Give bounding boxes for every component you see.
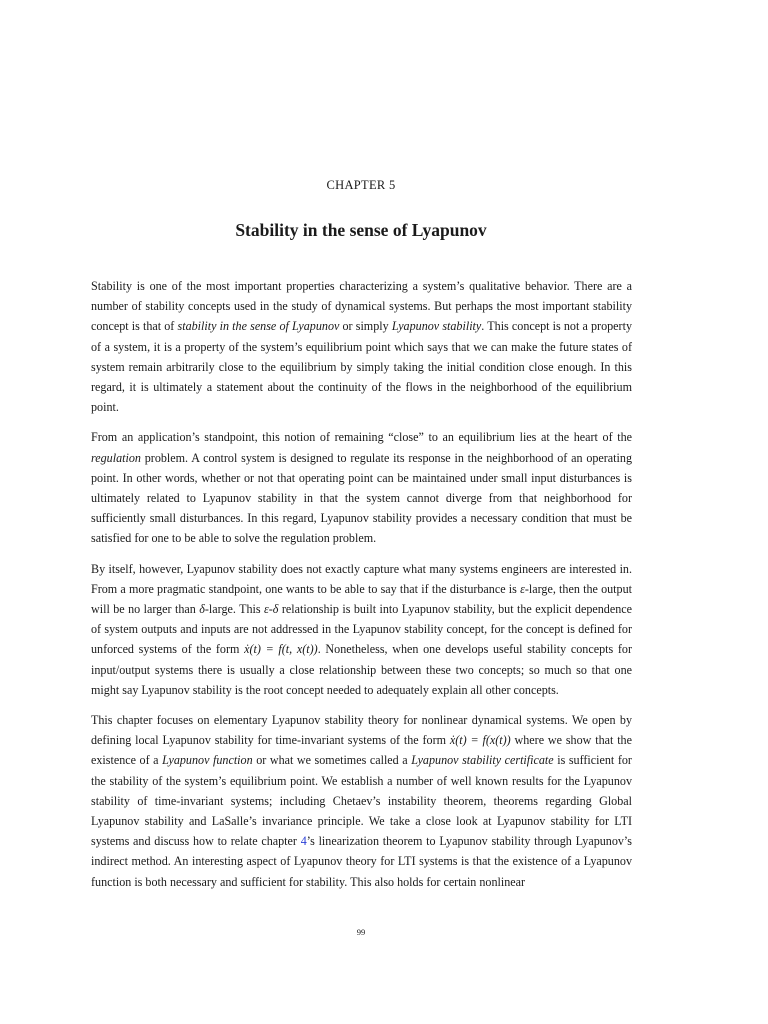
text-run: This chapter focuses on elementary Lyapunov stability theory for nonlinear dynamical systems. We open by defining local Lyapunov stability for time-invariant systems of the form bbox=[91, 713, 632, 748]
math-symbol: ε-δ bbox=[264, 602, 279, 617]
paragraph-1 bbox=[91, 276, 632, 417]
text-run: By itself, however, Lyapunov stability does not exactly capture what many systems engineers are interested in. From a more pragmatic standpoint, one wants to be able to say that if the disturbance is bbox=[91, 561, 632, 596]
text-run: . This concept is not a property of a system, it is a property of the system’s equilibrium point which says that we can make the future states of system remain arbitrarily close to the equilibrium by simply taking the initial condition close enough. In this regard, it is ultimately a statement about the continuity of the flows in the neighborhood of the equilibrium point. bbox=[91, 319, 632, 415]
chapter-body bbox=[91, 276, 632, 902]
text-run: . Nonetheless, when one develops useful stability concepts for input/output systems there is usually a close relationship between these two concepts; so much so that one might say Lyapunov stability is the root concept needed to adequately explain all other concepts. bbox=[91, 642, 632, 697]
inline-equation: ẋ(t) = f(x(t)) bbox=[449, 733, 511, 748]
page-number: 99 bbox=[356, 927, 366, 937]
text-run: or simply bbox=[339, 319, 392, 334]
emphasis-term: Lyapunov stability bbox=[391, 319, 482, 334]
text-run: where we show that the existence of a bbox=[91, 733, 632, 768]
math-symbol: δ bbox=[199, 602, 205, 617]
paragraph-3 bbox=[91, 559, 632, 700]
emphasis-term: stability in the sense of Lyapunov bbox=[177, 319, 340, 334]
text-run: Stability is one of the most important properties characterizing a system’s qualitative behavior. There are a number of stability concepts used in the study of dynamical systems. But perhaps the most important stability concept is that of bbox=[91, 279, 632, 334]
text-run: problem. A control system is designed to regulate its response in the neighborhood of an operating point. In other words, whether or not that operating point can be maintained under small input disturbances is ultimately related to Lyapunov stability in that the system cannot diverge from that neighborhood for sufficiently small disturbances. In this regard, Lyapunov stability provides a necessary condition that must be satisfied for one to be able to solve the regulation problem. bbox=[91, 450, 632, 546]
math-symbol: ε bbox=[520, 581, 525, 596]
text-run: -large. This bbox=[204, 602, 265, 617]
text-run: relationship is built into Lyapunov stability, but the explicit dependence of system outputs and inputs are not addressed in the Lyapunov stability concept, for the concept is defined for unforced systems of the form bbox=[91, 602, 632, 657]
emphasis-term: Lyapunov function bbox=[162, 753, 253, 768]
text-run: is sufficient for the stability of the system’s equilibrium point. We establish a number of well known results for the Lyapunov stability of time-invariant systems; including Chetaev’s instability theorem, theorems regarding Global Lyapunov stability and LaSalle’s invariance principle. We take a close look at Lyapunov stability for LTI systems and discuss how to relate chapter bbox=[91, 753, 632, 849]
text-run: From an application’s standpoint, this notion of remaining “close” to an equilibrium lies at the heart of the bbox=[91, 430, 632, 445]
paragraph-2 bbox=[91, 427, 632, 548]
paragraph-4 bbox=[91, 710, 632, 892]
text-run: ’s linearization theorem to Lyapunov stability through Lyapunov’s indirect method. An interesting aspect of Lyapunov theory for LTI systems is that the existence of a Lyapunov function is both necessary and sufficient for stability. This also holds for certain nonlinear bbox=[91, 834, 632, 889]
chapter-title: Stability in the sense of Lyapunov bbox=[235, 220, 487, 240]
text-run: or what we sometimes called a bbox=[252, 753, 412, 768]
emphasis-term: regulation bbox=[91, 450, 141, 465]
text-run: -large, then the output will be no larger than bbox=[91, 581, 632, 617]
inline-equation: ẋ(t) = f(t, x(t)) bbox=[244, 642, 318, 657]
chapter-reference-link[interactable]: 4 bbox=[300, 834, 307, 849]
chapter-label: CHAPTER 5 bbox=[326, 178, 396, 192]
emphasis-term: Lyapunov stability certificate bbox=[411, 753, 554, 768]
